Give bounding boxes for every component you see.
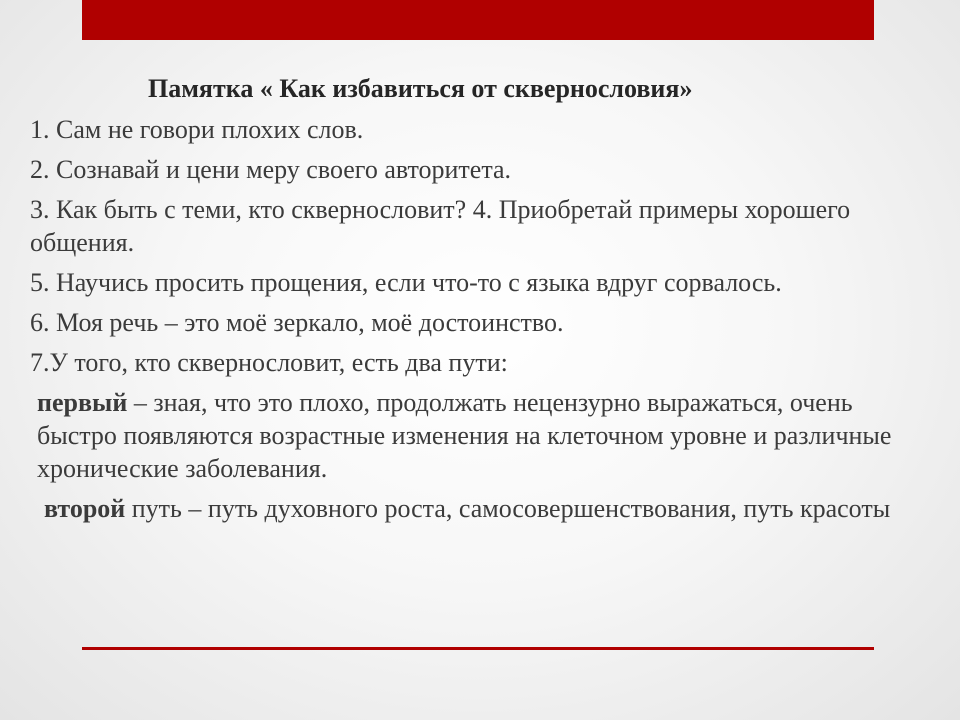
first-path-text: – зная, что это плохо, продолжать нецензурно выражаться, очень быстро появляются возрастные изменения на клеточном уровне и различные хронические заболевания. (37, 388, 892, 483)
slide-title: Памятка « Как избавиться от сквернословия» (148, 74, 693, 103)
top-accent-bar (82, 0, 874, 40)
bottom-accent-line (82, 647, 874, 650)
first-path-label: первый (37, 388, 128, 417)
first-path-paragraph (30, 386, 930, 485)
item-3-4: 3. Как быть с теми, кто сквернословит? 4. Приобретай примеры хорошего общения. (30, 195, 851, 257)
item-6: 6. Моя речь – это моё зеркало, моё достоинство. (30, 308, 564, 337)
second-path-text: путь – путь духовного роста, самосовершенствования, путь красоты (125, 494, 891, 523)
second-path-label: второй (44, 494, 126, 523)
second-path-paragraph (30, 492, 930, 525)
item-1: 1. Сам не говори плохих слов. (30, 115, 364, 144)
item-7: 7.У того, кто сквернословит, есть два пути: (30, 348, 508, 377)
item-2: 2. Сознавай и цени меру своего авторитета. (30, 155, 512, 184)
slide-content (30, 72, 930, 525)
item-5: 5. Научись просить прощения, если что-то с языка вдруг сорвалось. (30, 268, 782, 297)
